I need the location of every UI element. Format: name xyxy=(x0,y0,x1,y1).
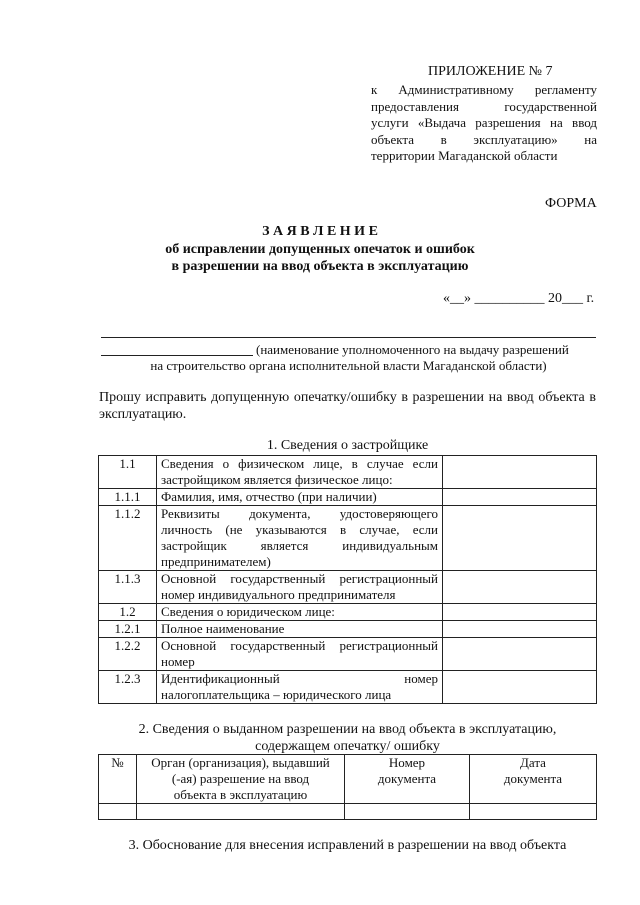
developer-table xyxy=(98,455,597,704)
row-label-line: номер индивидуального предпринимателя xyxy=(161,587,396,602)
row-label-line: номер xyxy=(161,654,195,669)
permit-header-date-line: документа xyxy=(503,771,563,786)
row-label xyxy=(157,621,443,638)
row-label-line: предпринимателем) xyxy=(161,554,271,569)
row-label-line: Основной государственный регистрационный xyxy=(161,638,438,653)
table-row xyxy=(99,604,597,621)
row-label xyxy=(157,571,443,604)
row-label-line: Основной государственный регистрационный xyxy=(161,571,438,586)
appendix-text xyxy=(371,82,597,165)
row-number: 1.2.2 xyxy=(99,638,157,671)
appendix-line: объекта в эксплуатацию» на xyxy=(371,131,597,147)
table-row xyxy=(99,489,597,506)
permit-header-number-line: документа xyxy=(377,771,437,786)
row-number: 1.1.2 xyxy=(99,506,157,571)
appendix-line: к Административному регламенту xyxy=(371,82,597,97)
permit-header-organ xyxy=(137,755,345,804)
appendix-line: территории Магаданской области xyxy=(371,148,558,163)
form-label: ФОРМА xyxy=(545,196,597,211)
row-label xyxy=(157,456,443,489)
row-number: 1.1.3 xyxy=(99,571,157,604)
permit-header-organ-line: Орган (организация), выдавший xyxy=(151,755,330,770)
table-row xyxy=(99,671,597,704)
row-value-cell[interactable] xyxy=(443,621,597,638)
row-label xyxy=(157,489,443,506)
permit-header-num: № xyxy=(99,755,137,804)
authority-blank-line[interactable] xyxy=(101,337,596,338)
row-label-line: застройщиком является физическое лицо: xyxy=(161,472,393,487)
permit-header-date-line: Дата xyxy=(520,755,546,770)
row-label-line: Идентификационный номер xyxy=(161,671,438,686)
row-value-cell[interactable] xyxy=(443,604,597,621)
row-number: 1.2.1 xyxy=(99,621,157,638)
row-value-cell[interactable] xyxy=(443,571,597,604)
table-row xyxy=(99,638,597,671)
section1-title: 1. Сведения о застройщике xyxy=(266,438,429,453)
authority-blank-short[interactable] xyxy=(101,355,253,356)
row-value-cell[interactable] xyxy=(443,489,597,506)
request-line-2: эксплуатацию. xyxy=(99,407,187,422)
authority-caption-1: (наименование уполномоченного на выдачу разрешений xyxy=(256,342,569,357)
row-number: 1.1.1 xyxy=(99,489,157,506)
appendix-line: услуги «Выдача разрешения на ввод xyxy=(371,115,597,130)
permit-header-date xyxy=(470,755,597,804)
permit-cell-date[interactable] xyxy=(470,804,597,820)
row-value-cell[interactable] xyxy=(443,506,597,571)
row-value-cell[interactable] xyxy=(443,638,597,671)
row-label-line: Фамилия, имя, отчество (при наличии) xyxy=(161,489,377,504)
document-title: З А Я В Л Е Н И Е xyxy=(262,224,378,239)
table-row xyxy=(99,621,597,638)
row-label xyxy=(157,604,443,621)
row-value-cell[interactable] xyxy=(443,456,597,489)
request-line-1: Прошу исправить допущенную опечатку/ошибку в разрешении на ввод объекта в xyxy=(99,390,596,405)
permit-table xyxy=(98,754,597,820)
appendix-line: предоставления государственной xyxy=(371,98,597,114)
document-subtitle-2: в разрешении на ввод объекта в эксплуатацию xyxy=(171,259,469,274)
permit-cell-number[interactable] xyxy=(345,804,470,820)
permit-header-number-line: Номер xyxy=(388,755,426,770)
row-label-line: налогоплательщика – юридического лица xyxy=(161,687,392,702)
row-label-line: личность (не указываются в случае, если xyxy=(161,522,438,537)
document-subtitle-1: об исправлении допущенных опечаток и ошибок xyxy=(165,242,475,257)
section2-title-2: содержащем опечатку/ ошибку xyxy=(255,739,440,754)
row-label xyxy=(157,671,443,704)
row-value-cell[interactable] xyxy=(443,671,597,704)
row-label xyxy=(157,506,443,571)
date-field[interactable]: «__» __________ 20___ г. xyxy=(443,291,595,306)
permit-cell-num[interactable] xyxy=(99,804,137,820)
section2-title-1: 2. Сведения о выданном разрешении на ввод объекта в эксплуатацию, xyxy=(138,722,557,737)
row-label-line: застройщик является индивидуальным xyxy=(161,538,438,553)
row-number: 1.1 xyxy=(99,456,157,489)
appendix-title: ПРИЛОЖЕНИЕ № 7 xyxy=(428,64,553,79)
permit-header-number xyxy=(345,755,470,804)
table-row xyxy=(99,506,597,571)
row-label-line: Сведения о юридическом лице: xyxy=(161,604,335,619)
row-number: 1.2 xyxy=(99,604,157,621)
authority-caption-2: на строительство органа исполнительной власти Магаданской области) xyxy=(150,358,547,373)
row-label xyxy=(157,638,443,671)
row-label-line: Сведения о физическом лице, в случае если xyxy=(161,456,438,471)
permit-header-organ-line: объекта в эксплуатацию xyxy=(173,787,308,802)
row-label-line: Полное наименование xyxy=(161,621,285,636)
table-row xyxy=(99,456,597,489)
permit-header-organ-line: (-ая) разрешение на ввод xyxy=(171,771,310,786)
permit-cell-organ[interactable] xyxy=(137,804,345,820)
section3-title: 3. Обоснование для внесения исправлений в разрешении на ввод объекта xyxy=(128,838,567,853)
row-label-line: Реквизиты документа, удостоверяющего xyxy=(161,506,438,521)
table-row xyxy=(99,571,597,604)
row-number: 1.2.3 xyxy=(99,671,157,704)
